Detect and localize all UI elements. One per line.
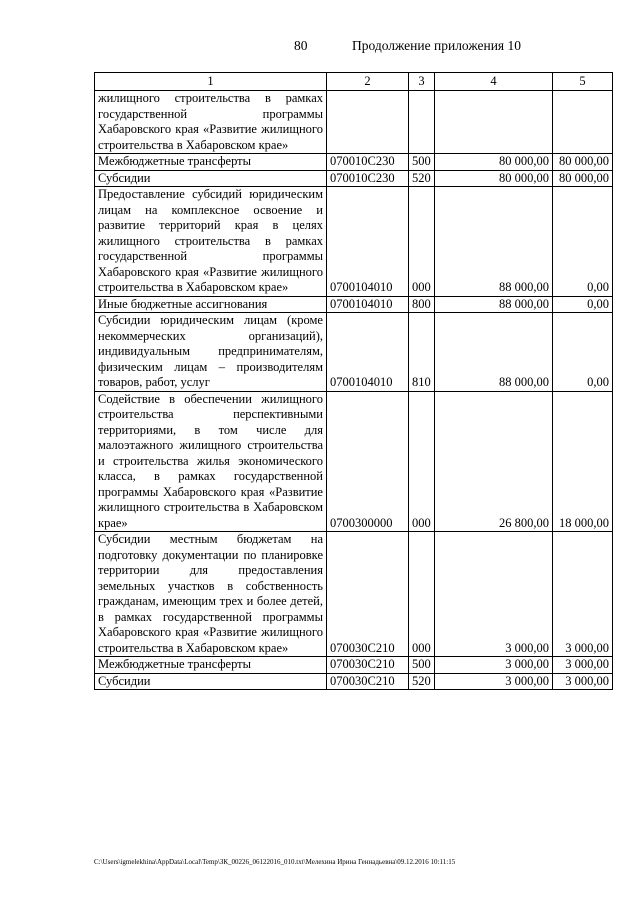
amount-2018-cell: 3 000,00	[553, 532, 613, 657]
expense-type-cell: 000	[409, 187, 435, 297]
table-row	[95, 296, 613, 313]
expense-type-cell: 500	[409, 154, 435, 171]
expense-type-cell: 520	[409, 673, 435, 690]
table-row	[95, 532, 613, 657]
amount-2017-cell: 3 000,00	[435, 532, 553, 657]
table-row	[95, 154, 613, 171]
column-header: 4	[435, 73, 553, 91]
expense-type-cell: 800	[409, 296, 435, 313]
target-code-cell: 070010С230	[327, 154, 409, 171]
column-header: 1	[95, 73, 327, 91]
row-name-cell: Иные бюджетные ассигнования	[95, 296, 327, 313]
target-code-cell: 070010С230	[327, 170, 409, 187]
amount-2018-cell: 0,00	[553, 313, 613, 392]
target-code-cell	[327, 91, 409, 154]
target-code-cell: 070030С210	[327, 657, 409, 674]
amount-2018-cell: 80 000,00	[553, 154, 613, 171]
amount-2018-cell: 3 000,00	[553, 657, 613, 674]
amount-2018-cell: 3 000,00	[553, 673, 613, 690]
amount-2017-cell: 3 000,00	[435, 673, 553, 690]
amount-2017-cell: 80 000,00	[435, 154, 553, 171]
table-row	[95, 313, 613, 392]
budget-table	[94, 72, 613, 690]
page-header	[0, 38, 640, 56]
amount-2017-cell: 88 000,00	[435, 313, 553, 392]
page-number: 80	[294, 38, 308, 53]
amount-2018-cell: 80 000,00	[553, 170, 613, 187]
expense-type-cell: 810	[409, 313, 435, 392]
row-name-cell: Субсидии юридическим лицам (кроме некоммерческих организаций), индивидуальным предпринимателям, физическим лицам – производителям товаров, работ, услуг	[95, 313, 327, 392]
amount-2017-cell: 26 800,00	[435, 391, 553, 532]
table-row	[95, 91, 613, 154]
column-number-row	[95, 73, 613, 91]
row-name-cell: Содействие в обеспечении жилищного строительства перспективными территориями, в том числе для малоэтажного жилищного строительства и строительства жилья экономического класса, в рамках государственной программы Хабаровского края «Развитие жилищного строительства в Хабаровском крае»	[95, 391, 327, 532]
amount-2018-cell: 0,00	[553, 296, 613, 313]
table-row	[95, 187, 613, 297]
amount-2017-cell: 80 000,00	[435, 170, 553, 187]
expense-type-cell: 500	[409, 657, 435, 674]
column-header: 3	[409, 73, 435, 91]
row-name-cell: Субсидии	[95, 673, 327, 690]
amount-2018-cell: 18 000,00	[553, 391, 613, 532]
amount-2017-cell: 88 000,00	[435, 296, 553, 313]
target-code-cell: 070030С210	[327, 532, 409, 657]
column-header: 2	[327, 73, 409, 91]
expense-type-cell: 000	[409, 391, 435, 532]
target-code-cell: 0700300000	[327, 391, 409, 532]
row-name-cell: Межбюджетные трансферты	[95, 154, 327, 171]
table-row	[95, 657, 613, 674]
table-row	[95, 673, 613, 690]
row-name-cell: Предоставление субсидий юридическим лицам на комплексное освоение и развитие территорий края в целях жилищного строительства в рамках государственной программы Хабаровского края «Развитие жилищного строительства в Хабаровском крае»	[95, 187, 327, 297]
row-name-cell: жилищного строительства в рамках государственной программы Хабаровского края «Развитие жилищного строительства в Хабаровском крае»	[95, 91, 327, 154]
target-code-cell: 0700104010	[327, 313, 409, 392]
table-row	[95, 391, 613, 532]
column-header: 5	[553, 73, 613, 91]
target-code-cell: 0700104010	[327, 187, 409, 297]
appendix-continuation-title: Продолжение приложения 10	[352, 38, 522, 53]
row-name-cell: Субсидии	[95, 170, 327, 187]
file-path-footer: C:\Users\igmelekhina\AppData\Local\Temp\ЗК_00226_06122016_010.txt\Мелехина Ирина Геннадьевна\09.12.2016 10:11:15	[94, 858, 456, 866]
target-code-cell: 070030С210	[327, 673, 409, 690]
amount-2017-cell: 3 000,00	[435, 657, 553, 674]
amount-2018-cell	[553, 91, 613, 154]
row-name-cell: Субсидии местным бюджетам на подготовку документации по планировке территории для предоставления земельных участков в собственность гражданам, имеющим трех и более детей, в рамках государственной программы Хабаровского края «Развитие жилищного строительства в Хабаровском крае»	[95, 532, 327, 657]
amount-2017-cell: 88 000,00	[435, 187, 553, 297]
amount-2018-cell: 0,00	[553, 187, 613, 297]
expense-type-cell	[409, 91, 435, 154]
row-name-cell: Межбюджетные трансферты	[95, 657, 327, 674]
table-row	[95, 170, 613, 187]
target-code-cell: 0700104010	[327, 296, 409, 313]
expense-type-cell: 000	[409, 532, 435, 657]
amount-2017-cell	[435, 91, 553, 154]
expense-type-cell: 520	[409, 170, 435, 187]
